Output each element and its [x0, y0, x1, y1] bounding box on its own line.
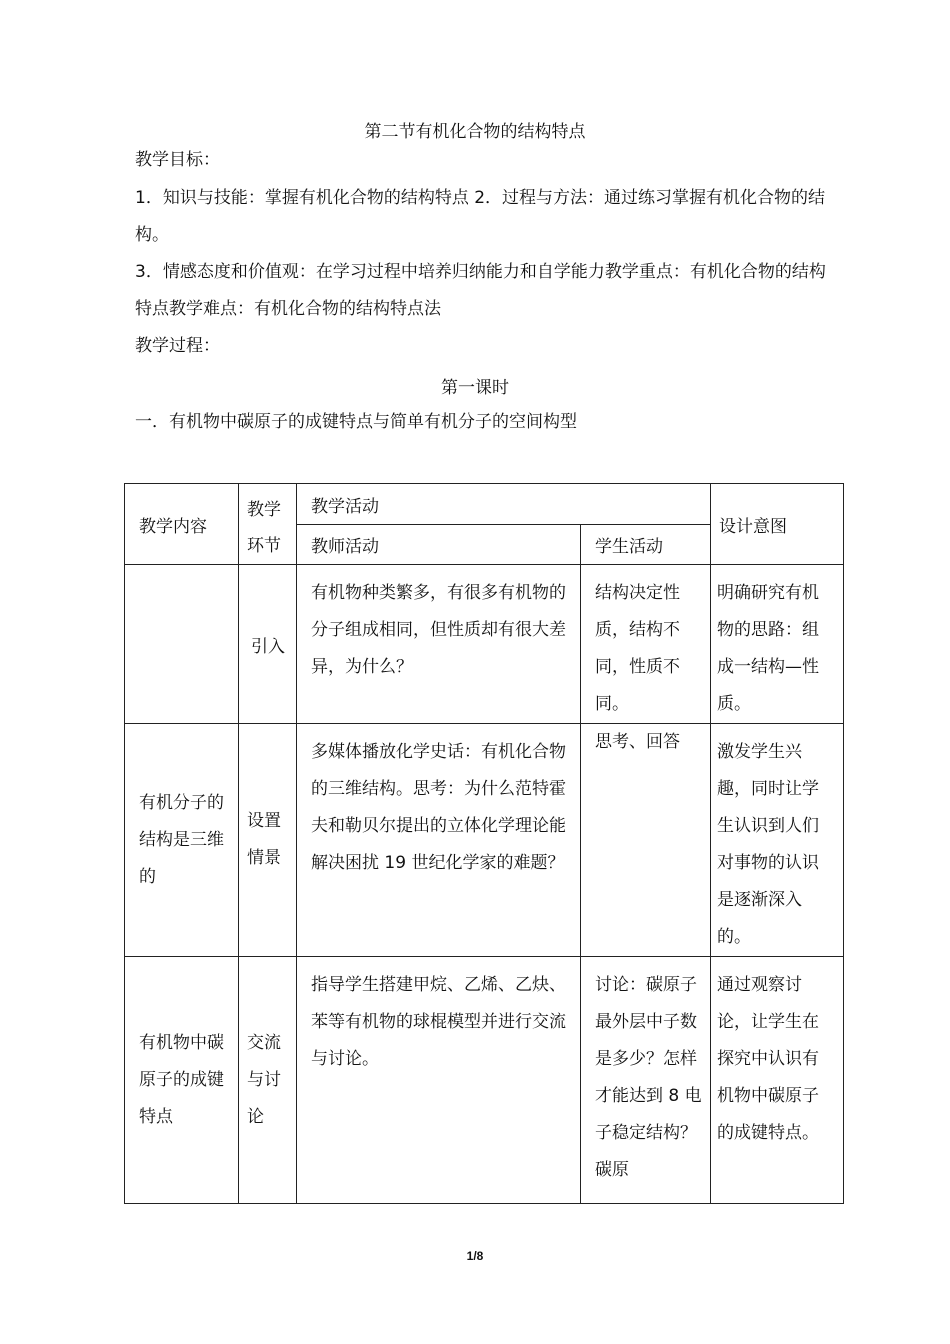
row3-student: 讨论：碳原子最外层中子数是多少？怎样才能达到 8 电子稳定结构？碳原	[595, 975, 702, 1180]
row2-stage: 设置情景	[247, 811, 281, 868]
header-content-cell	[125, 484, 239, 565]
goal-3-text: 3．情感态度和价值观：在学习过程中培养归纳能力和自学能力教学重点：有机化合物的结构特点教学难点：有机化合物的结构特点法	[135, 262, 826, 319]
table-row	[125, 565, 844, 724]
table-header-row	[125, 484, 844, 525]
document-title: 第二节有机化合物的结构特点	[364, 122, 586, 142]
header-stage-cell	[239, 484, 297, 565]
row3-student-cell	[581, 957, 711, 1204]
header-student: 学生活动	[595, 537, 663, 557]
row3-teacher: 指导学生搭建甲烷、乙烯、乙炔、苯等有机物的球棍模型并进行交流与讨论。	[311, 975, 566, 1069]
row2-student-cell	[581, 724, 711, 957]
table-row	[125, 957, 844, 1204]
goals-heading: 教学目标：	[135, 150, 220, 170]
row3-stage-cell	[239, 957, 297, 1204]
row3-student-clip	[581, 957, 710, 1189]
row2-design-cell	[711, 724, 844, 957]
row1-teacher-cell	[297, 565, 581, 724]
header-design: 设计意图	[719, 516, 787, 537]
row1-student-cell	[581, 565, 711, 724]
row2-content-cell	[125, 724, 239, 957]
row2-student: 思考、回答	[595, 732, 680, 752]
row2-design: 激发学生兴趣，同时让学生认识到人们对事物的认识是逐渐深入的。	[717, 742, 819, 947]
row3-content-cell	[125, 957, 239, 1204]
row3-design-cell	[711, 957, 844, 1204]
row3-content: 有机物中碳原子的成键特点	[139, 1032, 224, 1127]
row1-design: 明确研究有机物的思路：组成一结构—性质。	[717, 583, 819, 714]
goal-1-text: 1．知识与技能：掌握有机化合物的结构特点 2．过程与方法：通过练习掌握有机化合物的结构。	[135, 188, 826, 245]
header-activity: 教学活动	[311, 496, 379, 517]
row2-content: 有机分子的结构是三维的	[139, 792, 224, 887]
row1-stage: 引入	[251, 636, 285, 657]
header-content: 教学内容	[139, 516, 207, 537]
row1-design-cell	[711, 565, 844, 724]
header-student-cell	[581, 525, 711, 565]
header-activity-cell	[297, 484, 711, 525]
row1-content-cell	[125, 565, 239, 724]
row3-design: 通过观察讨论，让学生在探究中认识有机物中碳原子的成键特点。	[717, 975, 819, 1143]
section-heading: 一．有机物中碳原子的成键特点与简单有机分子的空间构型	[135, 412, 577, 432]
header-teacher: 教师活动	[311, 537, 379, 557]
row1-student: 结构决定性质，结构不同，性质不同。	[595, 583, 680, 714]
row1-teacher: 有机物种类繁多，有很多有机物的分子组成相同，但性质却有很大差异，为什么？	[311, 583, 566, 677]
header-design-cell	[711, 484, 844, 565]
header-teacher-cell	[297, 525, 581, 565]
row1-stage-cell	[239, 565, 297, 724]
process-heading: 教学过程：	[135, 336, 220, 356]
row2-teacher: 多媒体播放化学史话：有机化合物的三维结构。思考：为什么范特霍夫和勒贝尔提出的立体化学理论能解决困扰 19 世纪化学家的难题？	[311, 742, 566, 873]
row2-teacher-cell	[297, 724, 581, 957]
header-stage: 教学环节	[247, 500, 281, 556]
row3-teacher-cell	[297, 957, 581, 1204]
row3-stage: 交流与讨论	[247, 1032, 281, 1127]
row2-stage-cell	[239, 724, 297, 957]
page-number: 1/8	[466, 1249, 484, 1263]
lesson-table	[124, 483, 844, 1204]
lesson-label: 第一课时	[441, 378, 509, 398]
table-row	[125, 724, 844, 957]
